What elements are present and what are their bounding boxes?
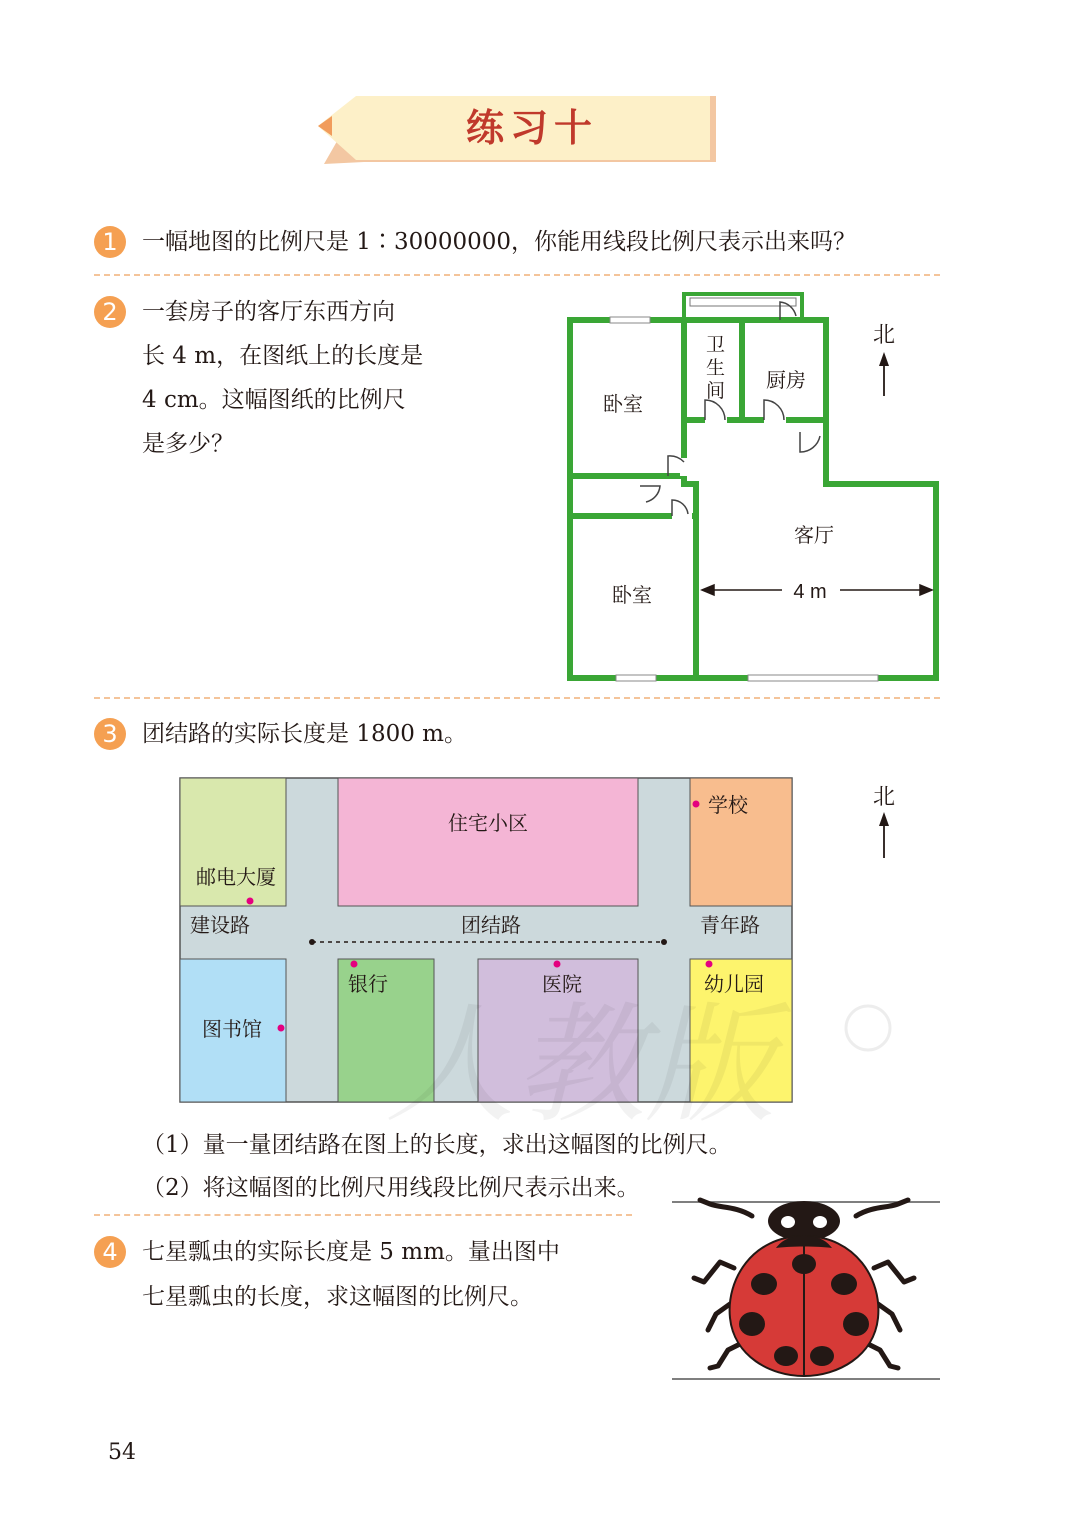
door-swings [640, 302, 820, 516]
label-library: 图书馆 [202, 1017, 262, 1041]
question-1-text: 一幅地图的比例尺是 1∶30000000，你能用线段比例尺表示出来吗？ [142, 229, 857, 255]
label-jianshe-road: 建设路 [190, 913, 250, 937]
question-2-line-2: 长 4 m，在图纸上的长度是 [142, 343, 424, 369]
door-openings [638, 417, 822, 519]
question-3-sub-2: （2）将这幅图的比例尺用线段比例尺表示出来。 [142, 1175, 640, 1201]
page-title: 练习十 [465, 106, 598, 150]
plan-bedroom-bottom-label: 卧室 [612, 583, 652, 607]
ladybug-eye-left [781, 1216, 795, 1228]
floor-plan-walls [570, 320, 936, 678]
road-start-dot [309, 939, 315, 945]
north-arrow-icon [879, 812, 889, 858]
question-4-line-2: 七星瓢虫的长度，求这幅图的比例尺。 [142, 1284, 533, 1310]
title-banner [318, 96, 716, 164]
dimension-label: 4 m [793, 581, 827, 603]
block-residential [338, 778, 638, 906]
question-2-line-1: 一套房子的客厅东西方向 [142, 299, 395, 325]
north-label-plan: 北 [872, 323, 896, 348]
north-label-map: 北 [872, 785, 896, 810]
question-3-text: 团结路的实际长度是 1800 m。 [142, 721, 467, 747]
question-2-line-4: 是多少？ [142, 431, 234, 457]
label-post-office: 邮电大厦 [196, 865, 276, 889]
label-school: 学校 [708, 793, 748, 817]
question-1-number: 1 [94, 226, 126, 258]
label-kindergarten: 幼儿园 [704, 972, 764, 996]
divider-2 [94, 697, 940, 699]
question-4-number: 4 [94, 1236, 126, 1268]
ladybug-illustration [670, 1196, 942, 1386]
watermark-logo [300, 990, 900, 1140]
question-2-line-3: 4 cm。这幅图纸的比例尺 [142, 387, 406, 413]
question-3-sub-1: （1）量一量团结路在图上的长度，求出这幅图的比例尺。 [142, 1132, 732, 1158]
plan-living-room-label: 客厅 [794, 523, 834, 547]
plan-kitchen-label: 厨房 [766, 368, 806, 392]
watermark-text: 人教版 [384, 990, 776, 1140]
ladybug-eye-right [813, 1216, 827, 1228]
floor-plan [560, 288, 950, 686]
balcony [684, 294, 802, 320]
label-tuanjie-road: 团结路 [461, 913, 521, 937]
divider-1 [94, 274, 940, 276]
road-end-dot [661, 939, 667, 945]
plan-bedroom-top-label: 卧室 [603, 392, 643, 416]
question-4-line-1: 七星瓢虫的实际长度是 5 mm。量出图中 [142, 1239, 560, 1265]
plan-bathroom-label-3: 间 [706, 380, 726, 402]
label-bank: 银行 [348, 972, 388, 996]
label-hospital: 医院 [542, 972, 582, 996]
label-residential: 住宅小区 [448, 811, 528, 835]
north-arrow-icon [879, 352, 889, 396]
plan-bathroom-label-2: 生 [706, 357, 726, 379]
divider-3 [94, 1214, 632, 1216]
question-2-number: 2 [94, 296, 126, 328]
plan-bathroom-label-1: 卫 [706, 334, 726, 356]
label-qingnian-road: 青年路 [700, 913, 760, 937]
question-3-number: 3 [94, 718, 126, 750]
page-number: 54 [108, 1440, 136, 1465]
